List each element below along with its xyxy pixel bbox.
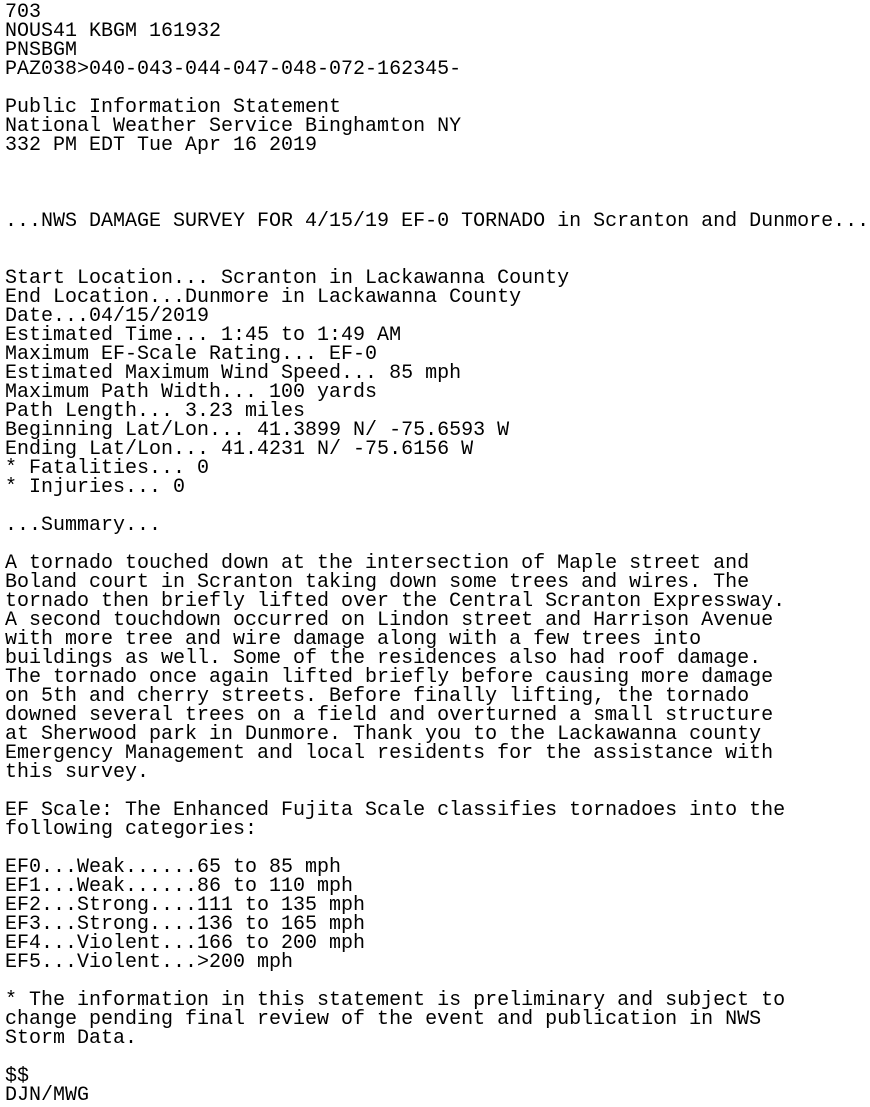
disclaimer-line: change pending final review of the event and publication in NWS xyxy=(5,1008,762,1031)
ef-scale-row-ef0: EF0...Weak......65 to 85 mph xyxy=(5,856,342,879)
disclaimer-line: * The information in this statement is preliminary and subject to xyxy=(5,989,786,1012)
ef-scale-row-ef1: EF1...Weak......86 to 110 mph xyxy=(5,875,354,898)
detail-path-length: Path Length... 3.23 miles xyxy=(5,400,306,423)
ef-scale-intro-line: following categories: xyxy=(5,818,258,841)
wmo-header: NOUS41 KBGM 161932 xyxy=(5,20,222,43)
summary-line: The tornado once again lifted briefly before causing more damage xyxy=(5,666,774,689)
product-terminator: $$ xyxy=(5,1065,30,1088)
detail-date: Date...04/15/2019 xyxy=(5,305,210,328)
summary-line: tornado then briefly lifted over the Central Scranton Expressway. xyxy=(5,590,786,613)
blank-line xyxy=(5,174,870,193)
summary-line: this survey. xyxy=(5,761,150,784)
disclaimer-line: Storm Data. xyxy=(5,1027,138,1050)
detail-max-path-width: Maximum Path Width... 100 yards xyxy=(5,381,378,404)
summary-line: A tornado touched down at the intersection of Maple street and xyxy=(5,552,750,575)
summary-line: buildings as well. Some of the residences also had roof damage. xyxy=(5,647,762,670)
summary-line: on 5th and cherry streets. Before finally lifting, the tornado xyxy=(5,685,750,708)
blank-line xyxy=(5,231,870,250)
product-id: 703 xyxy=(5,1,42,24)
summary-line: downed several trees on a field and overturned a small structure xyxy=(5,704,774,727)
summary-line: with more tree and wire damage along with a few trees into xyxy=(5,628,702,651)
summary-heading: ...Summary... xyxy=(5,514,162,537)
summary-line: Emergency Management and local residents for the assistance with xyxy=(5,742,774,765)
detail-start-location: Start Location... Scranton in Lackawanna County xyxy=(5,267,570,290)
ef-scale-row-ef3: EF3...Strong....136 to 165 mph xyxy=(5,913,366,936)
issuance-datetime: 332 PM EDT Tue Apr 16 2019 xyxy=(5,134,318,157)
ef-scale-intro-line: EF Scale: The Enhanced Fujita Scale classifies tornadoes into the xyxy=(5,799,786,822)
forecaster-signature: DJN/MWG xyxy=(5,1084,90,1107)
summary-line: A second touchdown occurred on Lindon street and Harrison Avenue xyxy=(5,609,774,632)
awips-id: PNSBGM xyxy=(5,39,78,62)
detail-beginning-latlon: Beginning Lat/Lon... 41.3899 N/ -75.6593 W xyxy=(5,419,510,442)
detail-fatalities: * Fatalities... 0 xyxy=(5,457,210,480)
ef-scale-row-ef5: EF5...Violent...>200 mph xyxy=(5,951,294,974)
statement-title: Public Information Statement xyxy=(5,96,342,119)
detail-ending-latlon: Ending Lat/Lon... 41.4231 N/ -75.6156 W xyxy=(5,438,474,461)
ef-scale-row-ef4: EF4...Violent...166 to 200 mph xyxy=(5,932,366,955)
detail-max-ef-rating: Maximum EF-Scale Rating... EF-0 xyxy=(5,343,378,366)
headline: ...NWS DAMAGE SURVEY FOR 4/15/19 EF-0 TORNADO in Scranton and Dunmore... xyxy=(5,210,870,233)
detail-injuries: * Injuries... 0 xyxy=(5,476,186,499)
blank-line xyxy=(5,155,870,174)
summary-line: at Sherwood park in Dunmore. Thank you to the Lackawanna county xyxy=(5,723,762,746)
blank-line xyxy=(5,1048,870,1067)
ef-scale-row-ef2: EF2...Strong....111 to 135 mph xyxy=(5,894,366,917)
detail-end-location: End Location...Dunmore in Lackawanna County xyxy=(5,286,522,309)
detail-estimated-time: Estimated Time... 1:45 to 1:49 AM xyxy=(5,324,402,347)
detail-max-wind-speed: Estimated Maximum Wind Speed... 85 mph xyxy=(5,362,462,385)
issuing-office: National Weather Service Binghamton NY xyxy=(5,115,462,138)
summary-line: Boland court in Scranton taking down some trees and wires. The xyxy=(5,571,750,594)
ugc-line: PAZ038>040-043-044-047-048-072-162345- xyxy=(5,58,462,81)
